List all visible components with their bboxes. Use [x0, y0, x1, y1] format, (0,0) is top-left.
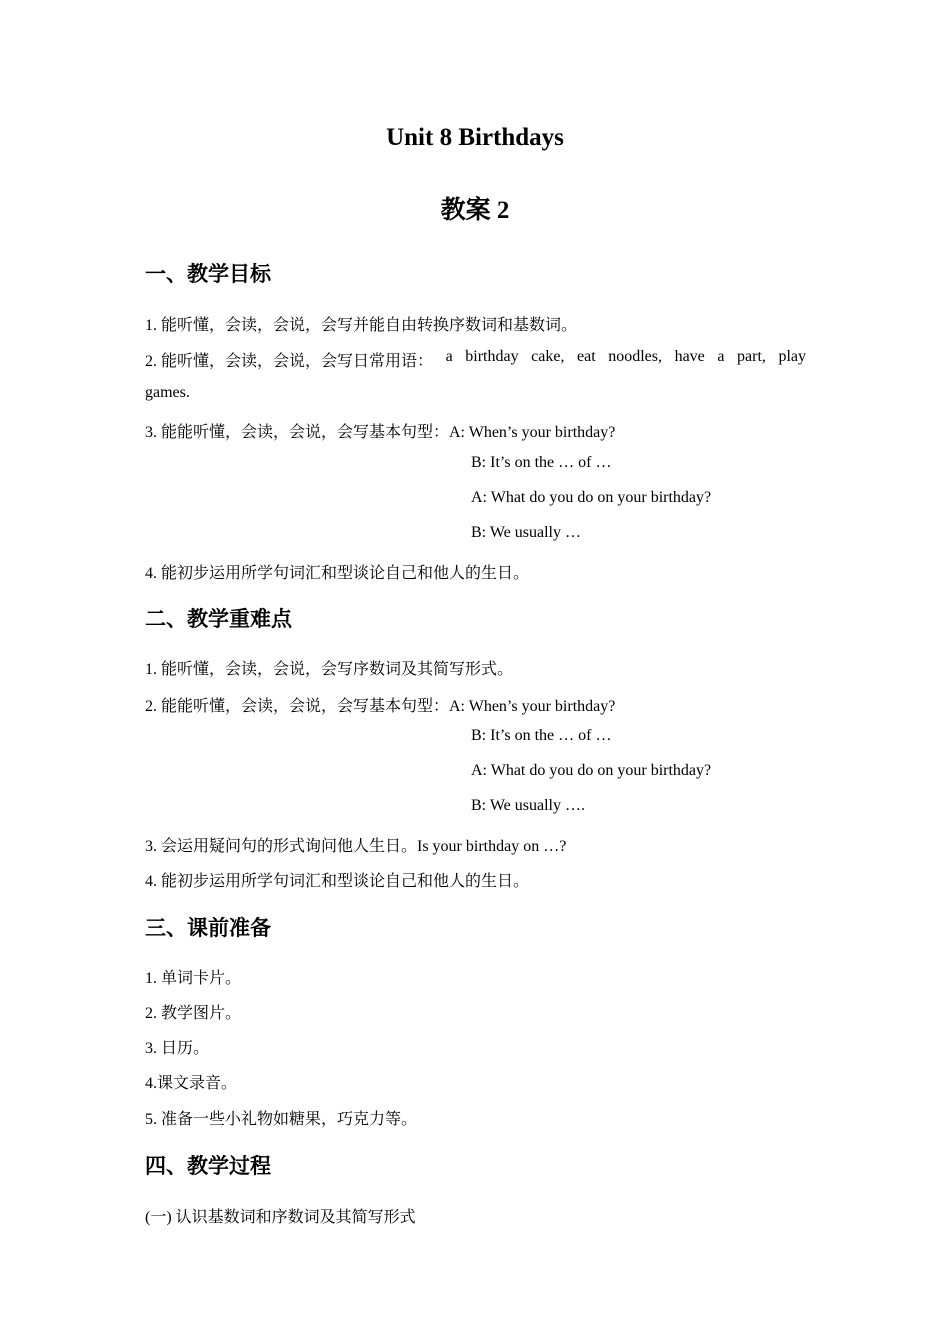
- word: play: [778, 348, 806, 365]
- objective-line-3-c: A: What do you do on your birthday?: [471, 489, 712, 506]
- objective-line-3: 3. 能能听懂，会读，会说，会写基本句型：A: When’s your birthday?: [145, 424, 616, 441]
- key-point-line-2-c: A: What do you do on your birthday?: [471, 762, 712, 779]
- preparation-line-5: 5. 准备一些小礼物如糖果，巧克力等。: [145, 1111, 418, 1128]
- section-heading-process: 四、教学过程: [145, 1154, 271, 1178]
- section-heading-preparation: 三、课前准备: [145, 916, 271, 940]
- key-point-line-3: 3. 会运用疑问句的形式询问他人生日。Is your birthday on …?: [145, 838, 567, 855]
- objective-line-3-b: B: It’s on the … of …: [471, 454, 612, 471]
- document-subtitle: 教案 2: [440, 197, 510, 224]
- preparation-line-3: 3. 日历。: [145, 1040, 210, 1057]
- word: birthday: [465, 348, 519, 365]
- key-point-line-2-d: B: We usually ….: [471, 797, 585, 814]
- key-point-line-1: 1. 能听懂，会读，会说，会写序数词及其简写形式。: [145, 661, 514, 678]
- objective-line-2: [145, 348, 806, 371]
- word: part,: [737, 348, 766, 365]
- preparation-line-2: 2. 教学图片。: [145, 1005, 242, 1022]
- document-title: Unit 8 Birthdays: [386, 124, 564, 151]
- word: a: [445, 348, 453, 365]
- process-line-1: (一) 认识基数词和序数词及其简写形式: [145, 1209, 416, 1226]
- key-point-line-2: 2. 能能听懂，会读，会说，会写基本句型：A: When’s your birthday?: [145, 698, 616, 715]
- objective-line-1: 1. 能听懂，会读，会说，会写并能自由转换序数词和基数词。: [145, 317, 578, 334]
- objective-line-2-cont: games.: [145, 384, 190, 401]
- preparation-line-1: 1. 单词卡片。: [145, 970, 242, 987]
- word: 2. 能听懂，会读，会说，会写日常用语：: [145, 353, 434, 370]
- word: have: [674, 348, 705, 365]
- word: eat: [577, 348, 596, 365]
- section-heading-objectives: 一、教学目标: [145, 262, 271, 286]
- word: a: [717, 348, 725, 365]
- key-point-line-4: 4. 能初步运用所学句词汇和型谈论自己和他人的生日。: [145, 873, 530, 890]
- word: noodles,: [608, 348, 663, 365]
- key-point-line-2-b: B: It’s on the … of …: [471, 727, 612, 744]
- section-heading-key-points: 二、教学重难点: [145, 607, 292, 631]
- objective-line-3-d: B: We usually …: [471, 524, 581, 541]
- preparation-line-4: 4.课文录音。: [145, 1075, 238, 1092]
- objective-line-4: 4. 能初步运用所学句词汇和型谈论自己和他人的生日。: [145, 565, 530, 582]
- word: cake,: [531, 348, 565, 365]
